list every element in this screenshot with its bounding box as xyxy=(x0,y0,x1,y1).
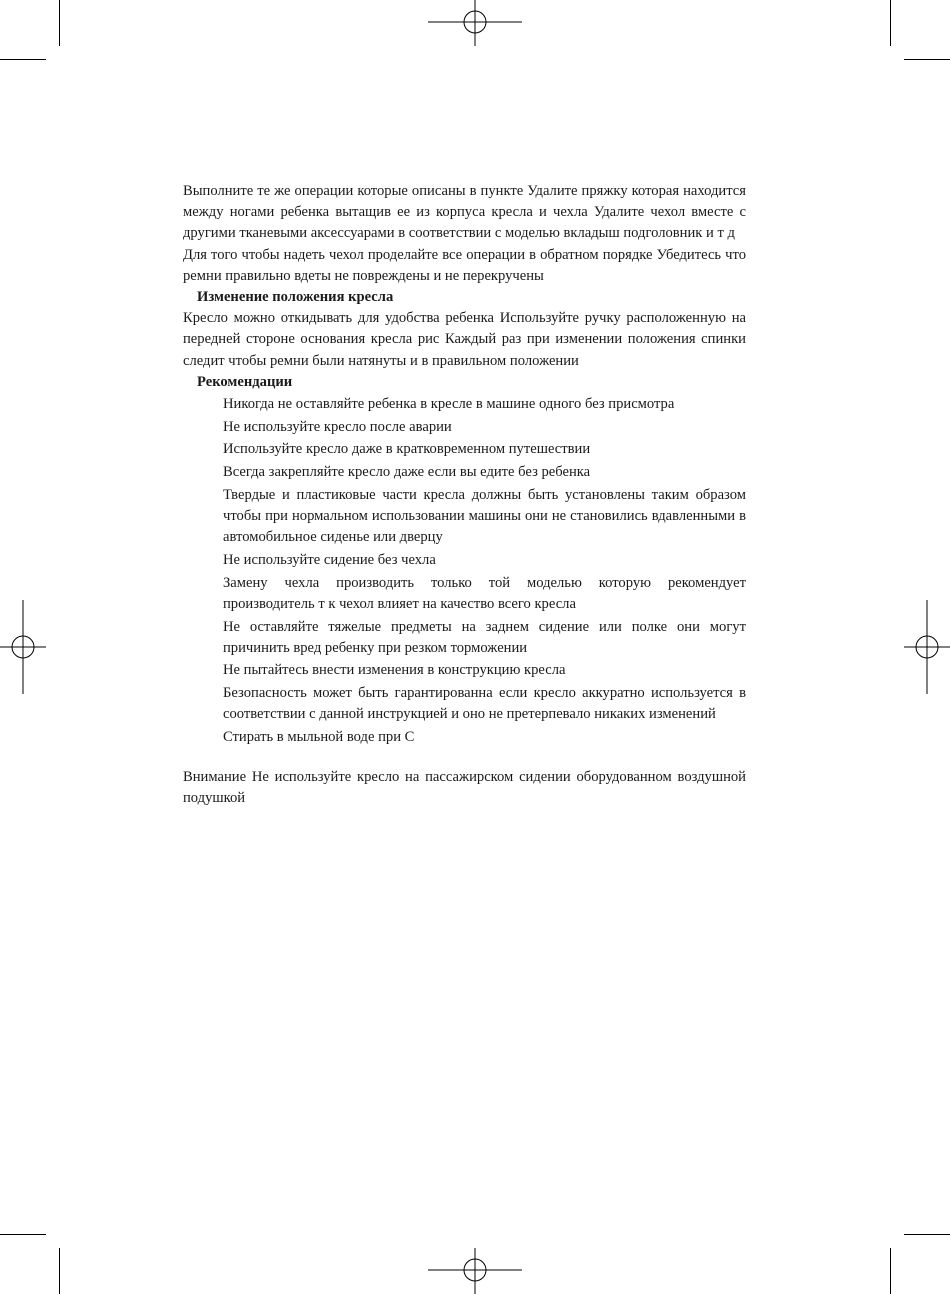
list-item: Не используйте сидение без чехла xyxy=(223,551,436,568)
heading-recommendations: Рекомендации xyxy=(197,373,293,390)
document-body xyxy=(183,181,746,810)
paragraph-put-cover: Для того чтобы надеть чехол проделайте все операции в обратном порядке Убедитесь что ремни правильно вдеты не повреждены и не перекручены xyxy=(183,246,746,284)
list-item: Всегда закрепляйте кресло даже если вы едите без ребенка xyxy=(223,464,591,481)
list-item: Не пытайтесь внести изменения в конструкцию кресла xyxy=(223,662,566,679)
crop-mark-top-left xyxy=(0,0,60,60)
crop-mark-bottom-right xyxy=(891,1235,950,1294)
registration-mark-top xyxy=(428,0,522,46)
list-item: Твердые и пластиковые части кресла должны быть установлены таким образом чтобы при нормальном использовании машины они не становились вдавленными в автомобильное сиденье или дверцу xyxy=(223,486,746,546)
list-item: Стирать в мыльной воде при С xyxy=(223,729,415,746)
paragraph-remove-cover: Выполните те же операции которые описаны в пункте Удалите пряжку которая находится между ногами ребенка вытащив ее из корпуса кресла и чехла Удалите чехол вместе с другими тканевыми аксессуарами в соответствии с моделью вкладыш подголовник и т д xyxy=(183,183,746,242)
paragraph-recline: Кресло можно откидывать для удобства ребенка Используйте ручку расположенную на передней стороне основания кресла рис Каждый раз при изменении положения спинки следит чтобы ремни были натянуты и в правильном положении xyxy=(183,310,746,369)
crop-mark-top-right xyxy=(891,0,950,60)
registration-mark-bottom xyxy=(428,1248,522,1294)
registration-mark-right xyxy=(904,600,950,694)
list-item: Безопасность может быть гарантированна если кресло аккуратно используется в соответствии с данной инструкцией и оно не претерпевало никаких изменений xyxy=(223,685,746,723)
list-item: Не используйте кресло после аварии xyxy=(223,418,452,435)
warning-airbag: Внимание Не используйте кресло на пассажирском сидении оборудованном воздушной подушкой xyxy=(183,769,746,807)
list-item: Не оставляйте тяжелые предметы на заднем сидение или полке они могут причинить вред ребенку при резком торможении xyxy=(223,618,746,656)
list-item: Замену чехла производить только той моделью которую рекомендует производитель т к чехол влияет на качество всего кресла xyxy=(223,574,746,612)
list-item: Используйте кресло даже в кратковременном путешествии xyxy=(223,441,591,458)
list-item: Никогда не оставляйте ребенка в кресле в машине одного без присмотра xyxy=(223,396,675,413)
registration-mark-left xyxy=(0,600,46,694)
crop-mark-bottom-left xyxy=(0,1235,60,1294)
heading-recline: Изменение положения кресла xyxy=(197,289,394,306)
recommendations-list xyxy=(183,394,746,748)
